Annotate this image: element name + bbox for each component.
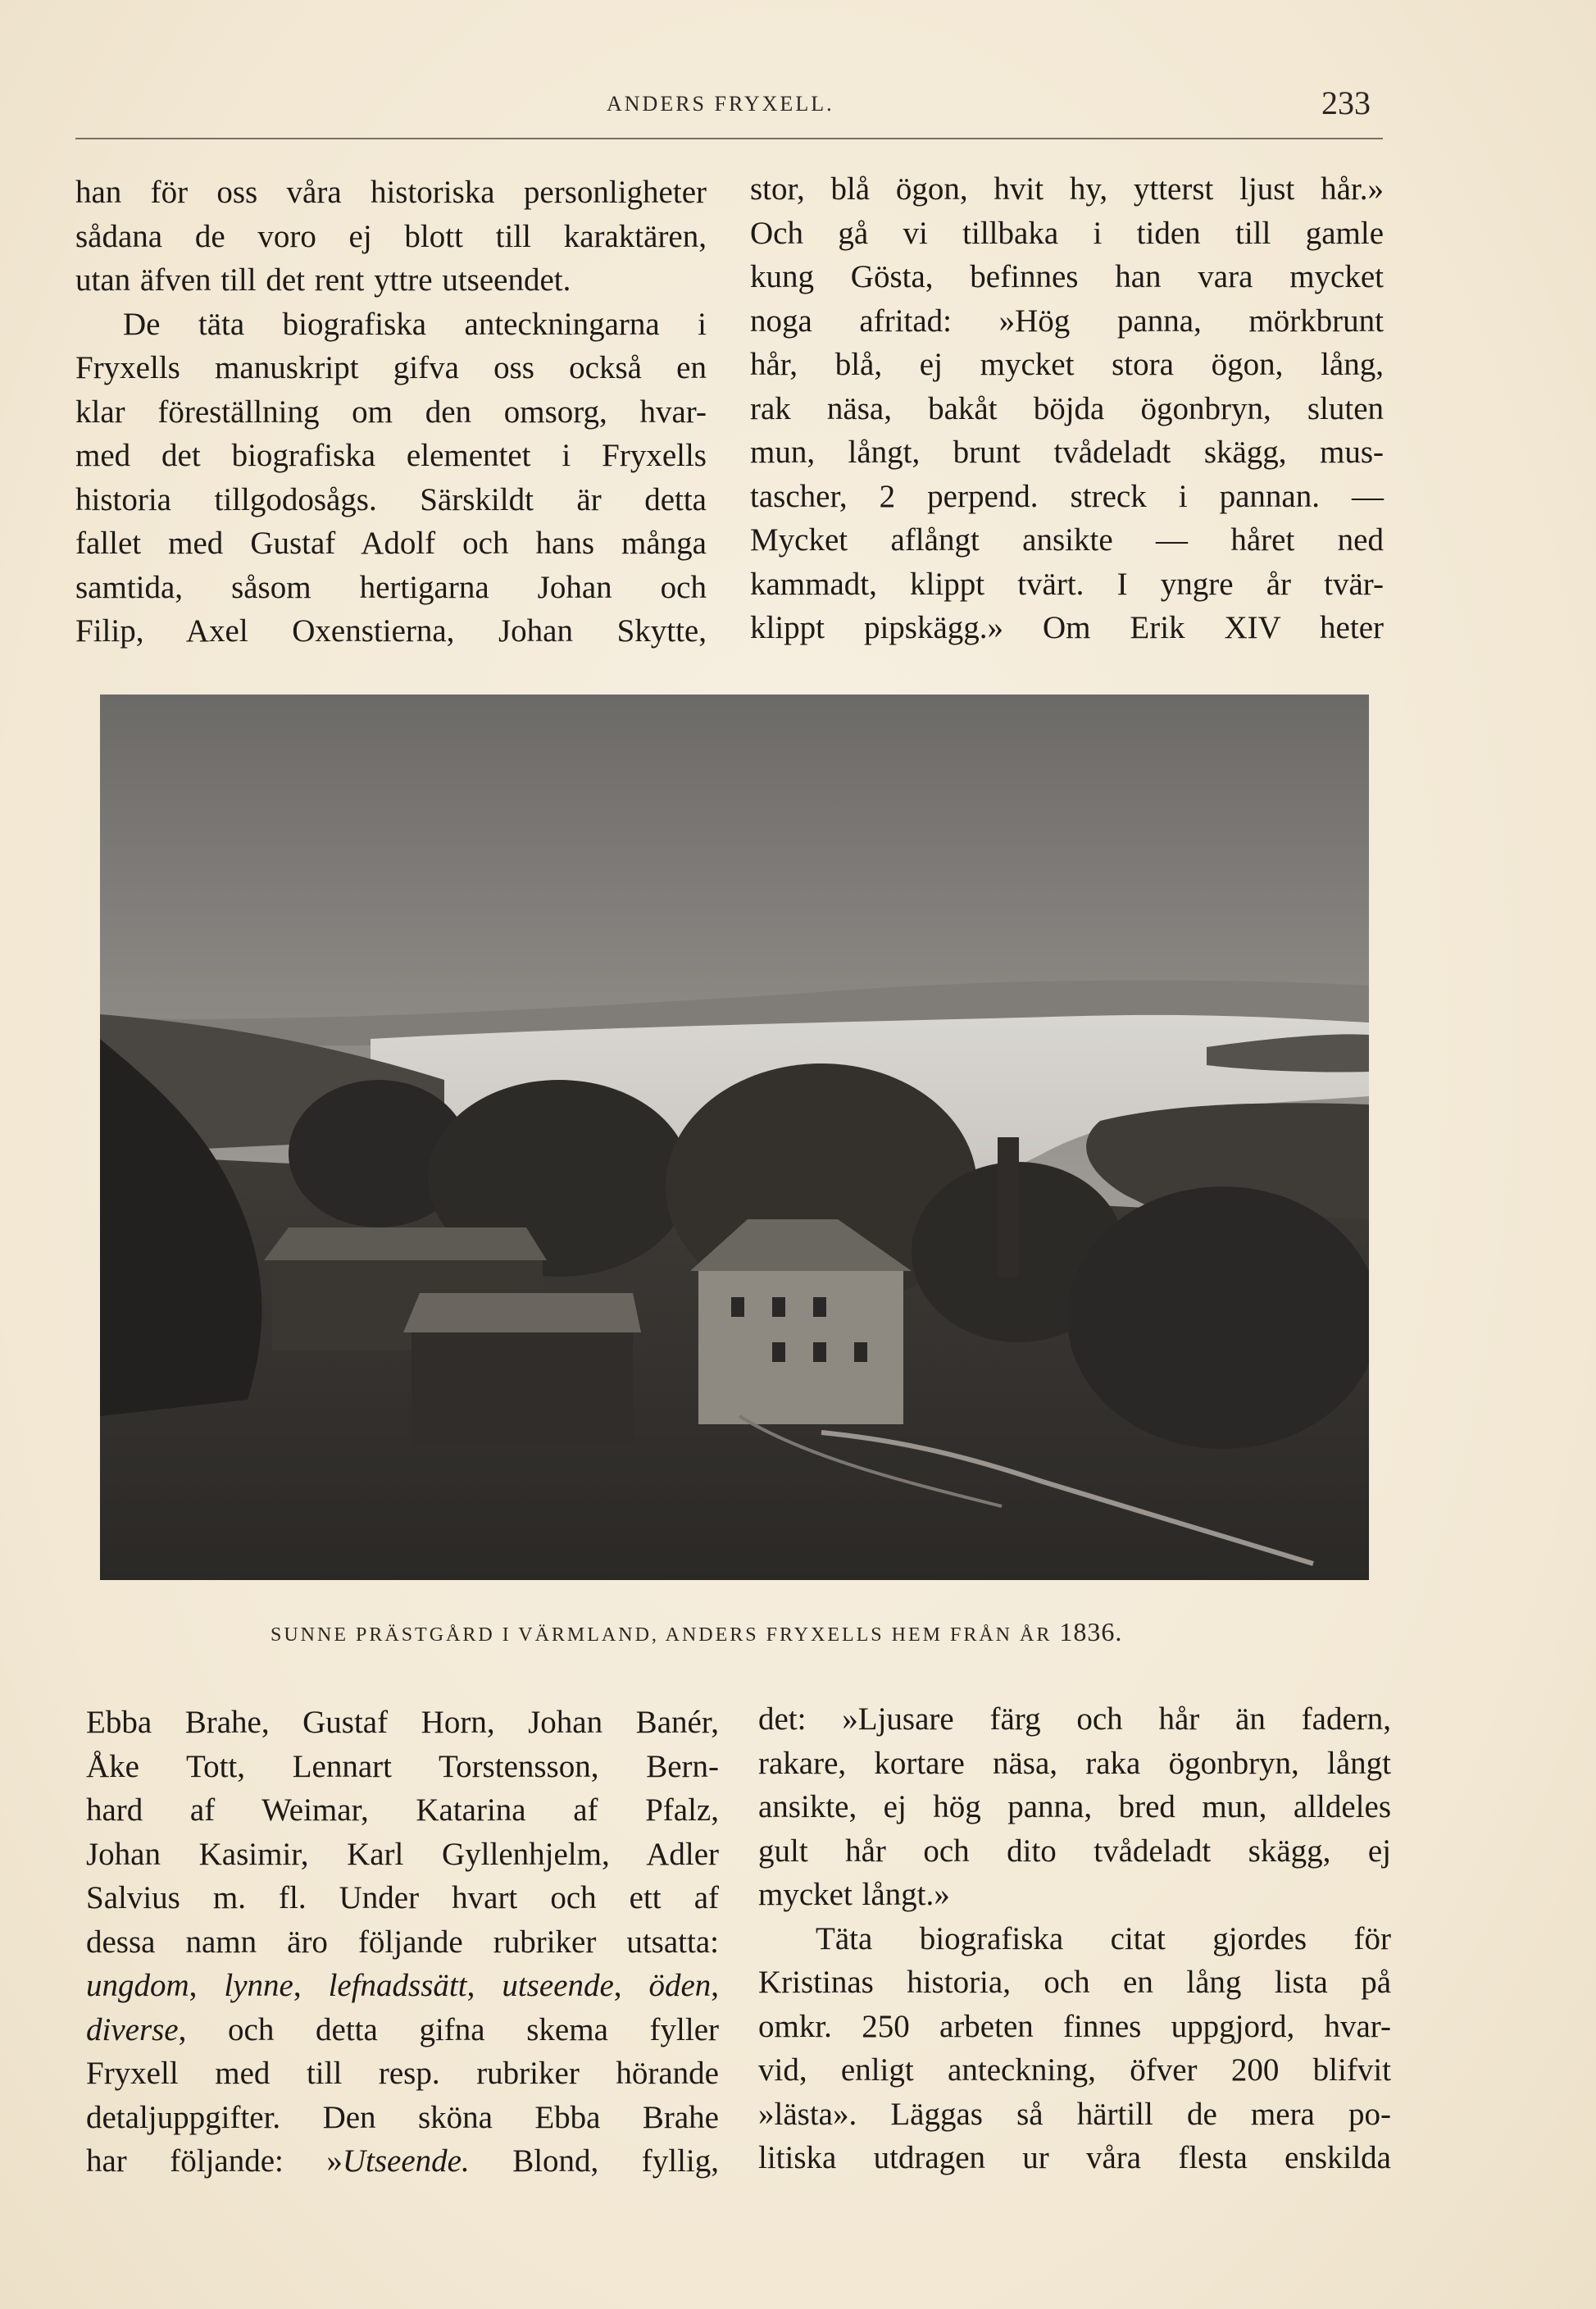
- header-rule: [75, 138, 1383, 139]
- text-line: »lästa». Läggas så härtill de mera po-: [758, 2096, 1391, 2132]
- text-line: fallet med Gustaf Adolf och hans många: [75, 526, 707, 561]
- text-line: tascher, 2 perpend. streck i pannan. —: [750, 478, 1384, 514]
- text-column-bottom-left: [86, 1701, 719, 2184]
- rubric-word: lefnadssätt: [328, 1968, 467, 2003]
- text-line: stor, blå ögon, hvit hy, ytterst ljust hår.»: [750, 171, 1384, 207]
- caption-year: 1836.: [1059, 1617, 1123, 1646]
- text-line: kammadt, klippt tvärt. I yngre år tvär-: [750, 566, 1384, 602]
- text-line: [86, 2139, 719, 2184]
- text-line: Kristinas historia, och en lång lista på: [758, 1965, 1391, 2000]
- text-line: litiska utdragen ur våra flesta enskilda: [758, 2140, 1391, 2175]
- text-line: Täta biografiska citat gjordes för: [816, 1920, 1391, 1956]
- text-line: klar föreställning om den omsorg, hvar-: [75, 394, 707, 430]
- text-line: med det biografiska elementet i Fryxells: [75, 438, 707, 473]
- text-line: hard af Weimar, Katarina af Pfalz,: [86, 1792, 719, 1828]
- text-line: samtida, såsom hertigarna Johan och: [75, 569, 707, 605]
- text-line: vid, enligt anteckning, öfver 200 blifvit: [758, 2052, 1391, 2088]
- text-line: klippt pipskägg.» Om Erik XIV heter: [750, 610, 1384, 645]
- text-line: Mycket aflångt ansikte — håret ned: [750, 522, 1384, 558]
- text-line: omkr. 250 arbeten finnes uppgjord, hvar-: [758, 2008, 1391, 2044]
- text-line: Johan Kasimir, Karl Gyllenhjelm, Adler: [86, 1836, 719, 1872]
- text-line: han för oss våra historiska personligheter: [75, 175, 707, 210]
- text-fragment: och detta gifna skema fyller: [228, 2011, 720, 2047]
- text-line: detaljuppgifter. Den sköna Ebba Brahe: [86, 2099, 719, 2135]
- text-line: rakare, kortare näsa, raka ögonbryn, långt: [758, 1745, 1391, 1781]
- running-head: ANDERS FRYXELL.: [607, 92, 834, 116]
- text-line: dessa namn äro följande rubriker utsatta:: [86, 1924, 719, 1960]
- text-line: noga afritad: »Hög panna, mörkbrunt: [750, 303, 1384, 339]
- rubric-word: diverse: [86, 2011, 179, 2047]
- text-fragment: har följande: »: [86, 2143, 343, 2179]
- rubric-word: öden: [648, 1968, 712, 2003]
- text-line: rak näsa, bakåt böjda ögonbryn, sluten: [750, 390, 1384, 426]
- text-line: mycket långt.»: [758, 1877, 950, 1912]
- text-column-top-right: [750, 167, 1384, 650]
- text-line: det: »Ljusare färg och hår än fadern,: [758, 1701, 1391, 1737]
- photograph-sunne-parsonage: [100, 695, 1369, 1580]
- text-column-top-left: [75, 171, 707, 654]
- text-line: ansikte, ej hög panna, bred mun, alldeles: [758, 1789, 1391, 1824]
- text-line: utan äfven till det rent yttre utseendet.: [75, 262, 571, 298]
- text-line: gult hår och dito tvådeladt skägg, ej: [758, 1833, 1391, 1869]
- text-line: historia tillgodosågs. Särskildt är detta: [75, 481, 707, 517]
- text-fragment-italic: Utseende.: [342, 2143, 470, 2179]
- caption-text: SUNNE PRÄSTGÅRD I VÄRMLAND, ANDERS FRYXELLS HEM FRÅN ÅR: [271, 1624, 1053, 1646]
- page-number: 233: [1321, 84, 1371, 121]
- text-fragment: Blond, fyllig,: [512, 2143, 719, 2179]
- text-line: hår, blå, ej mycket stora ögon, lång,: [750, 347, 1384, 382]
- rubric-word: lynne: [224, 1968, 293, 2003]
- text-line: Filip, Axel Oxenstierna, Johan Skytte,: [75, 613, 707, 649]
- text-column-bottom-right: [758, 1697, 1391, 2180]
- text-line: mun, långt, brunt tvådeladt skägg, mus-: [750, 435, 1384, 470]
- text-line: Ebba Brahe, Gustaf Horn, Johan Banér,: [86, 1705, 719, 1740]
- text-line: Salvius m. fl. Under hvart och ett af: [86, 1880, 719, 1915]
- rubric-word: ungdom: [86, 1968, 189, 2003]
- text-line: kung Gösta, befinnes han vara mycket: [750, 259, 1384, 294]
- text-line: Och gå vi tillbaka i tiden till gamle: [750, 215, 1384, 251]
- text-line: sådana de voro ej blott till karaktären,: [75, 218, 707, 254]
- text-line: Fryxells manuskript gifva oss också en: [75, 350, 707, 385]
- text-line: Åke Tott, Lennart Torstensson, Bern-: [86, 1748, 719, 1784]
- photo-caption: [271, 1617, 1238, 1647]
- text-line: Fryxell med till resp. rubriker hörande: [86, 2056, 719, 2091]
- text-line-italic-rubrics: ungdom, lynne, lefnadssätt, utseende, öden,: [86, 1968, 720, 2003]
- text-line: diverse, och detta gifna skema fyller: [86, 2011, 720, 2047]
- text-line: De täta biografiska anteckningarna i: [123, 306, 707, 342]
- rubric-word: utseende: [502, 1968, 614, 2003]
